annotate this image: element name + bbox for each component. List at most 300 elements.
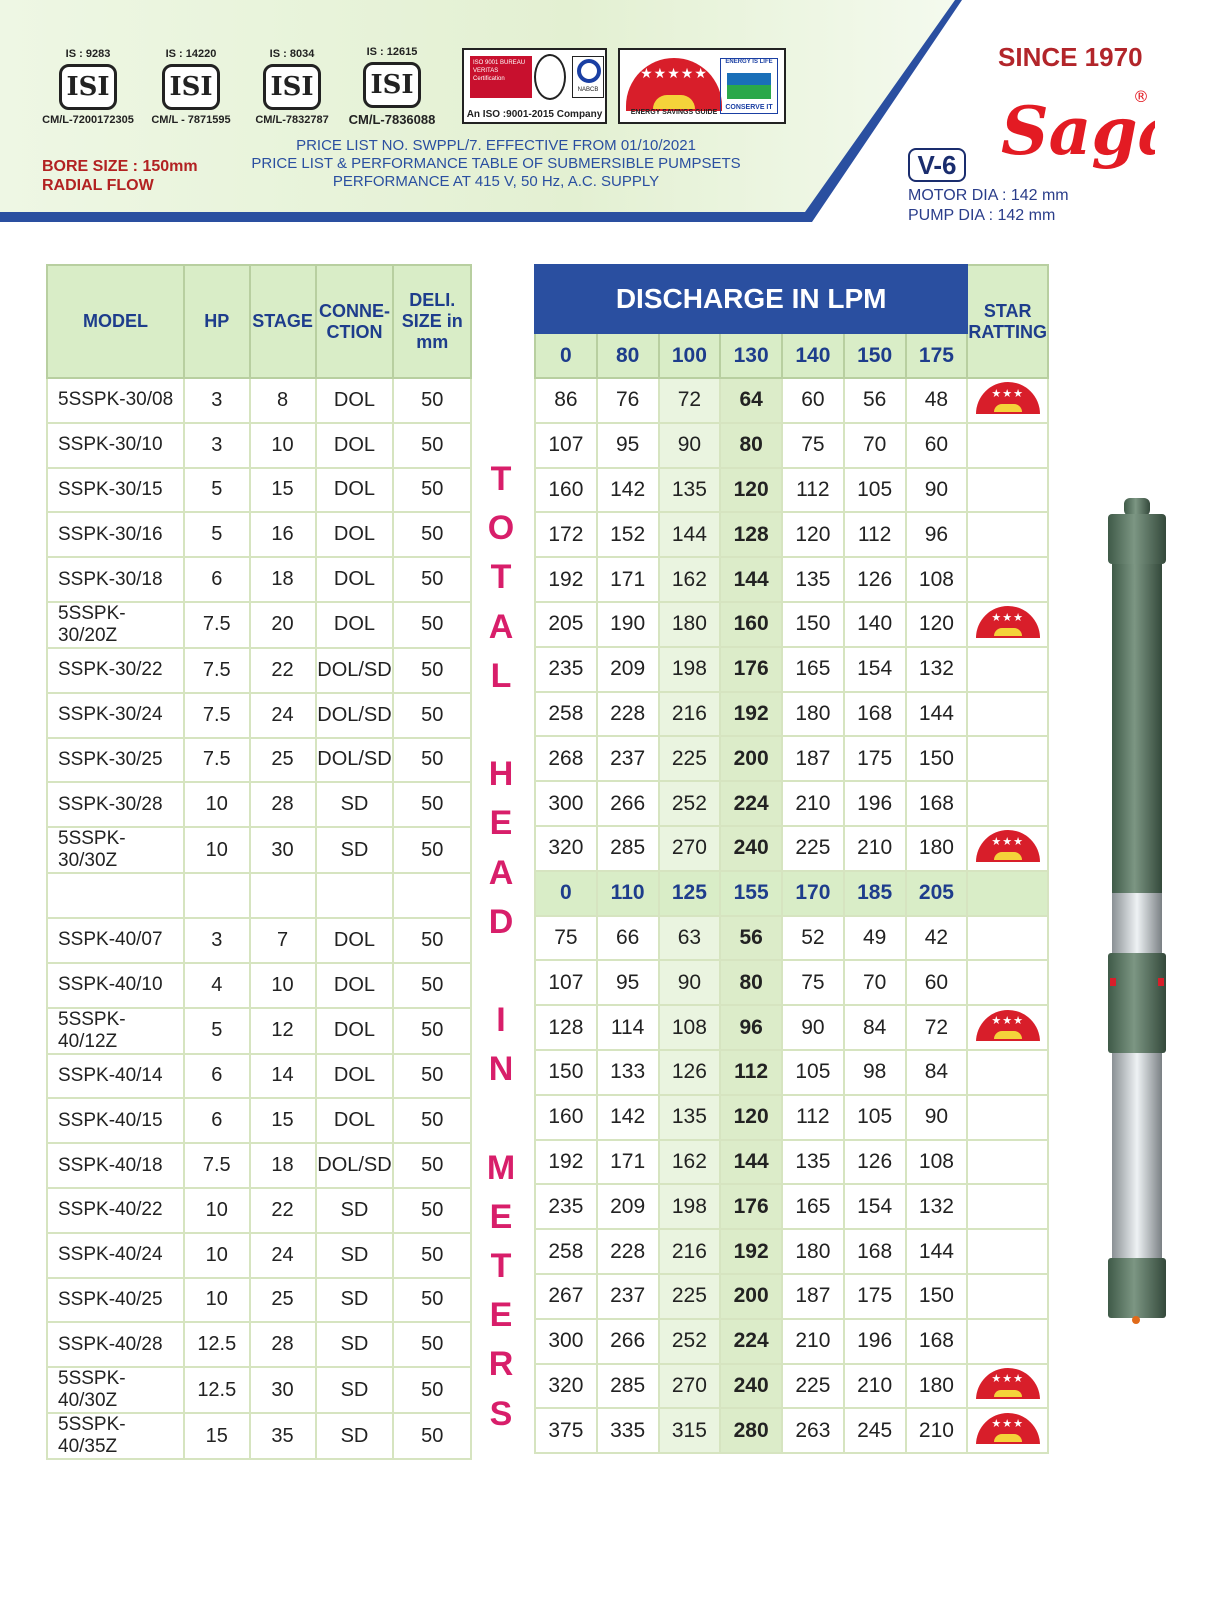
cml-number: CM/L-7832787: [255, 114, 329, 126]
head-value-cell: 90: [906, 468, 968, 513]
deli-size-cell: 50: [393, 1413, 471, 1459]
deli-size-cell: 50: [393, 1143, 471, 1188]
star-rating-cell: [967, 692, 1048, 737]
isi-mark-icon: ISI: [162, 64, 220, 110]
head-value-cell: 175: [844, 1274, 906, 1319]
hp-cell: 6: [184, 557, 250, 602]
energy-guide-label: ENERGY SAVINGS GUIDE: [630, 109, 718, 116]
head-value-cell: 160: [720, 602, 782, 647]
vertical-letter: R: [488, 1345, 514, 1384]
head-value-cell: 180: [906, 826, 968, 871]
performance-conditions: PERFORMANCE AT 415 V, 50 Hz, A.C. SUPPLY: [332, 173, 660, 190]
head-value-cell: 56: [844, 378, 906, 423]
vertical-letter: [478, 1094, 524, 1143]
star-rating-cell: [967, 468, 1048, 513]
table-row: [47, 693, 471, 738]
head-value-cell: 210: [906, 1408, 968, 1453]
deli-size-cell: 50: [393, 1367, 471, 1413]
isi-mark-icon: ISI: [59, 64, 117, 110]
head-value-cell: 225: [782, 1364, 844, 1409]
head-value-cell: 52: [782, 916, 844, 961]
hp-cell: 7.5: [184, 1143, 250, 1188]
star-rating-cell: [967, 1408, 1048, 1453]
model-cell: SSPK-30/24: [47, 693, 184, 738]
stage-cell: 24: [250, 693, 316, 738]
isi-cert-2: [141, 48, 241, 126]
head-value-cell: 252: [659, 1319, 721, 1364]
head-value-cell: 80: [720, 960, 782, 1005]
vertical-letter: I: [496, 1001, 506, 1040]
vertical-letter: T: [490, 1247, 512, 1285]
connection-cell: DOL/SD: [316, 648, 394, 693]
head-value-cell: 280: [720, 1408, 782, 1453]
table-row: [535, 557, 1048, 602]
saga-brand-logo: [995, 82, 1155, 172]
stage-cell: 16: [250, 512, 316, 557]
head-value-cell: 75: [782, 423, 844, 468]
star-rating-cell: [967, 916, 1048, 961]
head-value-cell: 162: [659, 1140, 721, 1185]
connection-cell: DOL: [316, 602, 394, 648]
flow-header-cell: 100: [659, 333, 721, 378]
head-value-cell: 172: [535, 512, 597, 557]
head-value-cell: 180: [906, 1364, 968, 1409]
stage-cell: 10: [250, 423, 316, 468]
head-value-cell: 209: [597, 1184, 659, 1229]
star-rating-cell: [967, 1095, 1048, 1140]
flow-header-cell: 110: [597, 871, 659, 916]
flow-header-cell: 80: [597, 333, 659, 378]
star-rating-cell: [967, 1274, 1048, 1319]
table-row: [47, 1098, 471, 1143]
star-rating-cell: [967, 1229, 1048, 1274]
flow-header-cell: 185: [844, 871, 906, 916]
connection-cell: DOL: [316, 918, 394, 963]
head-value-cell: 168: [844, 1229, 906, 1274]
energy-star-rating-icon: ★★★: [976, 1413, 1040, 1449]
table-row: [47, 1367, 471, 1413]
connection-cell: SD: [316, 1413, 394, 1459]
energy-star-rating-icon: ★★★: [976, 606, 1040, 642]
head-value-cell: 150: [906, 736, 968, 781]
head-value-cell: 162: [659, 557, 721, 602]
head-value-cell: 235: [535, 647, 597, 692]
stage-cell: 8: [250, 378, 316, 423]
head-value-cell: 144: [720, 557, 782, 602]
head-value-cell: 160: [535, 468, 597, 513]
star-rating-cell: [967, 826, 1048, 871]
deli-size-cell: 50: [393, 557, 471, 602]
head-value-cell: 132: [906, 1184, 968, 1229]
vertical-letter: L: [490, 656, 512, 695]
head-value-cell: 63: [659, 916, 721, 961]
table-row: [535, 826, 1048, 871]
energy-star-rating-icon: ★★★: [976, 1010, 1040, 1046]
head-value-cell: 135: [659, 1095, 721, 1140]
table-row: [47, 423, 471, 468]
motor-dia: MOTOR DIA : 142 mm: [908, 187, 1069, 204]
energy-star-icon: ★★★★★: [626, 58, 722, 120]
deli-size-cell: 50: [393, 1233, 471, 1278]
head-value-cell: 150: [535, 1050, 597, 1095]
vertical-letter: H: [488, 755, 514, 794]
head-value-cell: 120: [720, 468, 782, 513]
head-value-cell: 198: [659, 647, 721, 692]
stage-cell: 20: [250, 602, 316, 648]
table-row: [535, 1140, 1048, 1185]
hp-cell: 5: [184, 1008, 250, 1054]
connection-cell: SD: [316, 827, 394, 873]
head-value-cell: 196: [844, 1319, 906, 1364]
hp-cell: 12.5: [184, 1367, 250, 1413]
table-row: [535, 423, 1048, 468]
table-row: [535, 1050, 1048, 1095]
head-value-cell: 70: [844, 960, 906, 1005]
head-value-cell: 245: [844, 1408, 906, 1453]
hp-cell: 7.5: [184, 693, 250, 738]
head-value-cell: 165: [782, 647, 844, 692]
head-value-cell: 154: [844, 647, 906, 692]
head-value-cell: 200: [720, 1274, 782, 1319]
head-value-cell: 66: [597, 916, 659, 961]
isi-mark-icon: ISI: [263, 64, 321, 110]
head-value-cell: 285: [597, 1364, 659, 1409]
flow-header-cell: 205: [906, 871, 968, 916]
table-row: [47, 1413, 471, 1459]
head-value-cell: 154: [844, 1184, 906, 1229]
model-cell: SSPK-30/28: [47, 782, 184, 827]
head-value-cell: 132: [906, 647, 968, 692]
table-row: [47, 602, 471, 648]
hp-cell: 12.5: [184, 1322, 250, 1367]
hp-cell: 7.5: [184, 648, 250, 693]
star-rating-cell: [967, 1005, 1048, 1050]
head-value-cell: 126: [844, 1140, 906, 1185]
head-value-cell: 168: [906, 781, 968, 826]
svg-text:®: ®: [1133, 87, 1149, 106]
model-cell: SSPK-30/22: [47, 648, 184, 693]
empty-cell: [316, 873, 394, 918]
table-row: [535, 960, 1048, 1005]
model-cell: 5SSPK-30/30Z: [47, 827, 184, 873]
vertical-letter: A: [488, 853, 514, 892]
stage-cell: 12: [250, 1008, 316, 1054]
head-value-cell: 126: [659, 1050, 721, 1095]
is-number: IS : 8034: [269, 48, 315, 60]
model-cell: 5SSPK-40/35Z: [47, 1413, 184, 1459]
vertical-letter: T: [490, 460, 512, 498]
model-cell: SSPK-30/15: [47, 468, 184, 513]
flow-header-cell: 130: [720, 333, 782, 378]
connection-cell: DOL/SD: [316, 1143, 394, 1188]
connection-cell: SD: [316, 1188, 394, 1233]
deli-size-cell: 50: [393, 918, 471, 963]
table-row: [47, 963, 471, 1008]
head-value-cell: 176: [720, 1184, 782, 1229]
star-rating-cell: [967, 960, 1048, 1005]
head-value-cell: 225: [659, 736, 721, 781]
model-cell: SSPK-30/25: [47, 738, 184, 783]
head-value-cell: 128: [720, 512, 782, 557]
deli-size-cell: 50: [393, 1278, 471, 1323]
head-value-cell: 105: [844, 1095, 906, 1140]
head-value-cell: 198: [659, 1184, 721, 1229]
table-row: [47, 918, 471, 963]
star-rating-cell: [967, 1140, 1048, 1185]
vertical-letter: [478, 947, 524, 996]
head-value-cell: 108: [906, 557, 968, 602]
table-row: [47, 827, 471, 873]
head-value-cell: 90: [782, 1005, 844, 1050]
head-value-cell: 95: [597, 960, 659, 1005]
head-value-cell: 64: [720, 378, 782, 423]
head-value-cell: 375: [535, 1408, 597, 1453]
vertical-letter: O: [487, 509, 515, 548]
stage-cell: 30: [250, 1367, 316, 1413]
model-cell: SSPK-40/18: [47, 1143, 184, 1188]
head-value-cell: 48: [906, 378, 968, 423]
head-value-cell: 120: [720, 1095, 782, 1140]
table-row: [535, 647, 1048, 692]
table-row: [47, 557, 471, 602]
head-value-cell: 300: [535, 1319, 597, 1364]
head-value-cell: 135: [782, 557, 844, 602]
connection-cell: SD: [316, 1233, 394, 1278]
head-value-cell: 42: [906, 916, 968, 961]
head-value-cell: 86: [535, 378, 597, 423]
head-value-cell: 180: [659, 602, 721, 647]
vertical-letter: E: [489, 804, 513, 843]
head-value-cell: 112: [782, 468, 844, 513]
head-value-cell: 235: [535, 1184, 597, 1229]
head-value-cell: 225: [659, 1274, 721, 1319]
head-value-cell: 266: [597, 1319, 659, 1364]
table-row: [535, 1229, 1048, 1274]
head-value-cell: 270: [659, 1364, 721, 1409]
submersible-pump-image: [1100, 498, 1172, 1328]
table-row: [535, 692, 1048, 737]
head-value-cell: 144: [906, 692, 968, 737]
table-row: [47, 1008, 471, 1054]
head-value-cell: 56: [720, 916, 782, 961]
nabcb-q-icon: [577, 59, 601, 83]
dimensions: [908, 186, 1069, 226]
isi-cert-4: [342, 46, 442, 127]
stage-cell: 10: [250, 963, 316, 1008]
certification-seal-icon: [534, 54, 566, 100]
price-list-title: PRICE LIST & PERFORMANCE TABLE OF SUBMERSIBLE PUMPSETS: [251, 155, 741, 172]
head-value-cell: 192: [720, 692, 782, 737]
deli-size-cell: 50: [393, 827, 471, 873]
head-value-cell: 196: [844, 781, 906, 826]
flow-header-cell: 0: [535, 871, 597, 916]
head-value-cell: 285: [597, 826, 659, 871]
head-value-cell: 49: [844, 916, 906, 961]
flow-header-cell: 125: [659, 871, 721, 916]
hp-cell: 10: [184, 782, 250, 827]
vertical-letter: E: [489, 1197, 513, 1236]
head-value-cell: 144: [906, 1229, 968, 1274]
deli-size-cell: 50: [393, 693, 471, 738]
head-value-cell: 180: [782, 1229, 844, 1274]
head-value-cell: 108: [659, 1005, 721, 1050]
head-value-cell: 96: [906, 512, 968, 557]
head-value-cell: 105: [782, 1050, 844, 1095]
head-value-cell: 228: [597, 1229, 659, 1274]
head-value-cell: 320: [535, 826, 597, 871]
head-value-cell: 90: [659, 960, 721, 1005]
head-value-cell: 90: [659, 423, 721, 468]
hp-cell: 3: [184, 918, 250, 963]
head-value-cell: 192: [535, 557, 597, 602]
table-row: [535, 602, 1048, 647]
head-value-cell: 112: [844, 512, 906, 557]
empty-cell: [47, 873, 184, 918]
connection-cell: SD: [316, 1278, 394, 1323]
flow-header-cell: 170: [782, 871, 844, 916]
stage-cell: 24: [250, 1233, 316, 1278]
hp-cell: 3: [184, 423, 250, 468]
head-value-cell: 144: [720, 1140, 782, 1185]
head-value-cell: 76: [597, 378, 659, 423]
connection-cell: SD: [316, 1322, 394, 1367]
head-value-cell: 72: [659, 378, 721, 423]
deli-size-cell: 50: [393, 963, 471, 1008]
deli-size-cell: 50: [393, 512, 471, 557]
head-value-cell: 300: [535, 781, 597, 826]
head-value-cell: 120: [782, 512, 844, 557]
empty-cell: [393, 873, 471, 918]
stage-cell: 18: [250, 1143, 316, 1188]
col-hp: HP: [184, 265, 250, 378]
stage-cell: 30: [250, 827, 316, 873]
stage-cell: 35: [250, 1413, 316, 1459]
head-value-cell: 210: [782, 781, 844, 826]
table-row: [535, 1005, 1048, 1050]
model-cell: SSPK-40/28: [47, 1322, 184, 1367]
flow-header-cell: 150: [844, 333, 906, 378]
hp-cell: 5: [184, 512, 250, 557]
since-year: SINCE 1970: [998, 42, 1143, 72]
conserve-it-logo: ENERGY IS LIFE CONSERVE IT: [720, 58, 778, 114]
col-stage: STAGE: [250, 265, 316, 378]
head-value-cell: 107: [535, 960, 597, 1005]
is-number: IS : 14220: [165, 48, 217, 60]
deli-size-cell: 50: [393, 468, 471, 513]
energy-savings-badge: [618, 48, 786, 124]
hp-cell: 6: [184, 1054, 250, 1099]
empty-cell: [184, 873, 250, 918]
table-row: [47, 782, 471, 827]
table-row: [535, 916, 1048, 961]
stage-cell: 7: [250, 918, 316, 963]
head-value-cell: 75: [535, 916, 597, 961]
head-value-cell: 268: [535, 736, 597, 781]
head-value-cell: 84: [844, 1005, 906, 1050]
deli-size-cell: 50: [393, 648, 471, 693]
table-row: [535, 1408, 1048, 1453]
deli-size-cell: 50: [393, 423, 471, 468]
table-row: [535, 1364, 1048, 1409]
head-value-cell: 252: [659, 781, 721, 826]
vertical-letter: E: [489, 1296, 513, 1335]
table-row: [535, 468, 1048, 513]
head-value-cell: 320: [535, 1364, 597, 1409]
hp-cell: 7.5: [184, 738, 250, 783]
head-value-cell: 267: [535, 1274, 597, 1319]
star-rating-cell: [967, 647, 1048, 692]
head-value-cell: 187: [782, 736, 844, 781]
hp-cell: 4: [184, 963, 250, 1008]
bore-info: [42, 157, 198, 195]
stage-cell: 18: [250, 557, 316, 602]
head-value-cell: 144: [659, 512, 721, 557]
head-value-cell: 190: [597, 602, 659, 647]
deli-size-cell: 50: [393, 738, 471, 783]
head-value-cell: 95: [597, 423, 659, 468]
hp-cell: 10: [184, 1188, 250, 1233]
iso-certification-badge: [462, 48, 607, 124]
head-value-cell: 210: [844, 1364, 906, 1409]
head-value-cell: 270: [659, 826, 721, 871]
vertical-letter: T: [490, 558, 512, 597]
head-value-cell: 165: [782, 1184, 844, 1229]
star-rating-cell: [967, 602, 1048, 647]
star-rating-cell: [967, 1319, 1048, 1364]
table-row: [535, 512, 1048, 557]
stage-cell: 28: [250, 1322, 316, 1367]
empty-cell: [250, 873, 316, 918]
connection-cell: DOL/SD: [316, 693, 394, 738]
price-list-info: [228, 137, 764, 191]
empty-cell: [967, 871, 1048, 916]
head-value-cell: 180: [782, 692, 844, 737]
deli-size-cell: 50: [393, 1054, 471, 1099]
head-value-cell: 142: [597, 468, 659, 513]
col-model: MODEL: [47, 265, 184, 378]
table-row: [47, 378, 471, 423]
table-row: [47, 1322, 471, 1367]
vertical-letter: N: [488, 1050, 514, 1089]
head-value-cell: 205: [535, 602, 597, 647]
head-value-cell: 258: [535, 692, 597, 737]
deli-size-cell: 50: [393, 378, 471, 423]
discharge-header: DISCHARGE IN LPM: [535, 265, 967, 333]
stage-cell: 15: [250, 468, 316, 513]
flow-header-cell: 175: [906, 333, 968, 378]
star-rating-cell: [967, 557, 1048, 602]
stage-cell: 28: [250, 782, 316, 827]
model-cell: SSPK-40/15: [47, 1098, 184, 1143]
head-value-cell: 128: [535, 1005, 597, 1050]
flow-header-cell: 155: [720, 871, 782, 916]
head-value-cell: 135: [782, 1140, 844, 1185]
model-cell: SSPK-40/07: [47, 918, 184, 963]
head-value-cell: 72: [906, 1005, 968, 1050]
head-value-cell: 224: [720, 1319, 782, 1364]
vertical-letter: A: [488, 607, 514, 646]
energy-star-rating-icon: ★★★: [976, 1368, 1040, 1404]
model-cell: SSPK-40/22: [47, 1188, 184, 1233]
head-value-cell: 266: [597, 781, 659, 826]
head-value-cell: 228: [597, 692, 659, 737]
is-number: IS : 9283: [65, 48, 111, 60]
model-cell: SSPK-30/10: [47, 423, 184, 468]
model-cell: 5SSPK-40/12Z: [47, 1008, 184, 1054]
table-row: [47, 1233, 471, 1278]
head-value-cell: 114: [597, 1005, 659, 1050]
connection-cell: DOL: [316, 468, 394, 513]
